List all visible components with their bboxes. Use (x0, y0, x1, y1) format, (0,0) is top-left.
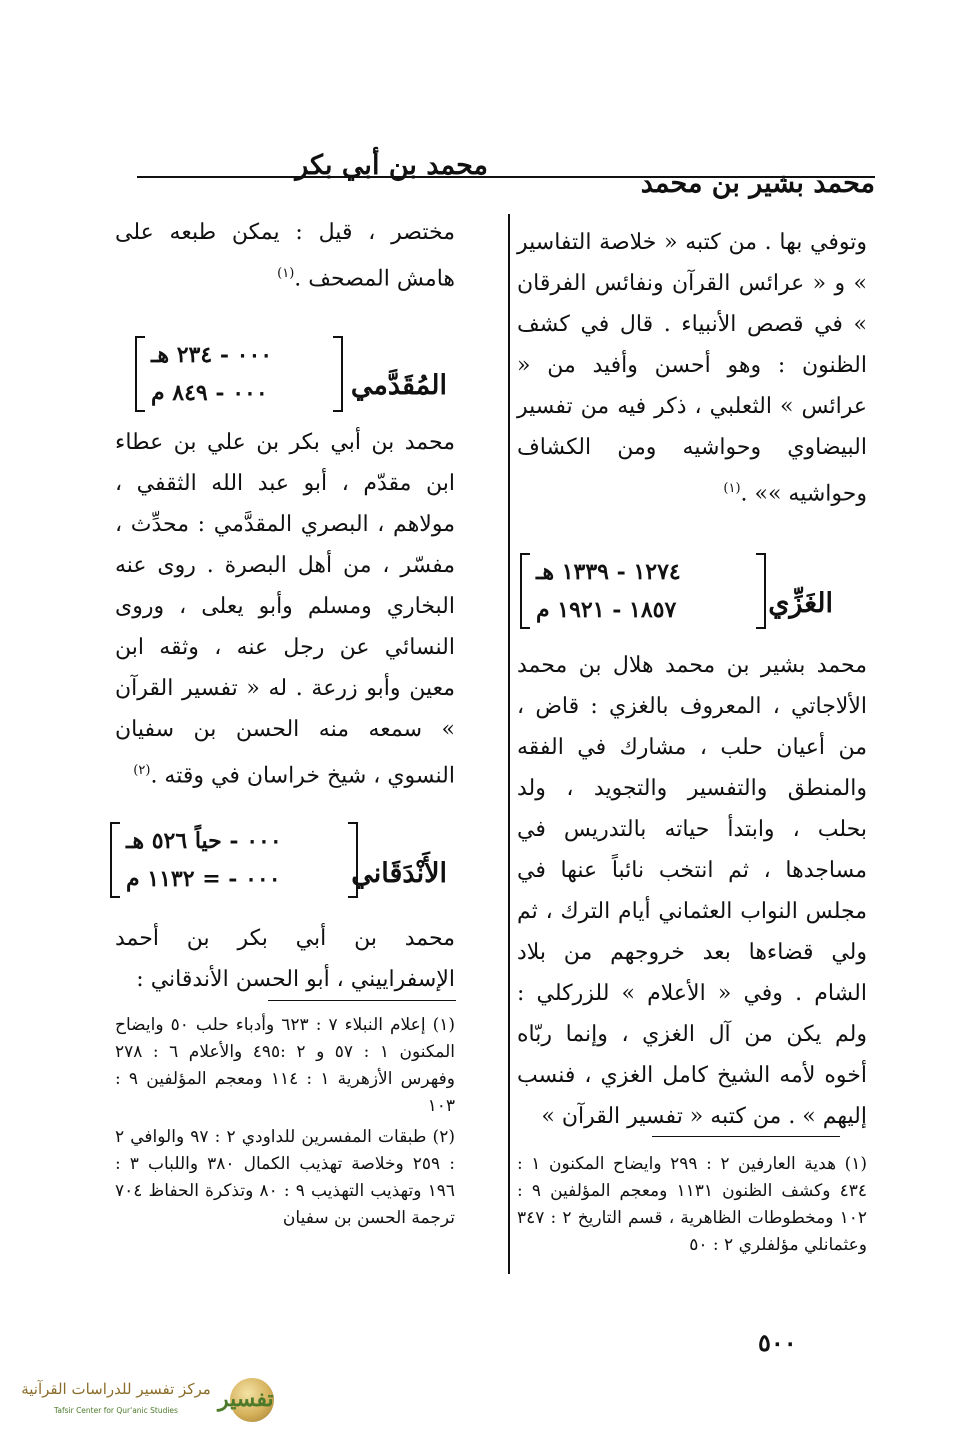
entry-name-ghazzi: الغَزِّي (768, 588, 833, 619)
right-continuation (517, 222, 867, 514)
continuation-text: وتوفي بها . من كتبه « خلاصة التفاسير » و « عرائس القرآن ونفائس الفرقان » في قصص الأنبياء . قال في كشف الظنون : وهو أحسن وأفيد من « عرائس » الثعلبي ، ذكر فيه من تفسير البيضاوي وحواشيه ومن الكشاف وحواشيه »» . (517, 230, 867, 507)
dates-box-andaqani (110, 822, 358, 898)
entry-text-andaqani (115, 918, 455, 1000)
dates-box-muqaddami (135, 336, 343, 412)
column-divider (508, 214, 510, 1274)
footnote-ref: (١) (723, 481, 741, 496)
dates-box-ghazzi (520, 553, 766, 629)
footnote-ref: (١) (277, 266, 295, 281)
left-continuation (115, 212, 455, 299)
footnote-rule-left (268, 1000, 456, 1001)
entry-name-andaqani: الأَنْدَقَاني (351, 858, 447, 889)
logo-word: تفسير (218, 1386, 274, 1412)
dates-gregorian: ١٨٥٧ - ١٩٢١ م (536, 597, 677, 623)
header-rule (137, 176, 875, 178)
entry-body: محمد بن أبي بكر بن أحمد الإسفراييني ، أبو الحسن الأندقاني : (115, 926, 455, 992)
footnote-ref: (٢) (133, 763, 151, 778)
publisher-logo (18, 1376, 290, 1426)
entry-body: محمد بن أبي بكر بن علي بن عطاء ابن مقدّم ، أبو عبد الله الثقفي ، مولاهم ، البصري المقدَّمي : محدِّث ، مفسّر ، من أهل البصرة . روى عنه البخاري ومسلم وأبو يعلى ، وروى النسائي عن رجل عنه ، وثقه ابن معين وأبو زرعة . له « تفسير القرآن » سمعه منه الحسن بن سفيان النسوي ، شيخ خراسان في وقته . (115, 430, 455, 789)
dates-gregorian: ٠٠٠ - ٨٤٩ م (151, 380, 268, 406)
logo-arabic-name: مركز تفسير للدراسات القرآنية (21, 1380, 211, 1398)
footnote: (٢) طبقات المفسرين للداودي ٢ : ٩٧ والوافي ٢ : ٢٥٩ وخلاصة تهذيب الكمال ٣٨٠ واللباب ٣ : ١٩٦ وتهذيب التهذيب ٩ : ٨٠ وتذكرة الحفاظ ٧٠٤ ترجمة الحسن بن سفيان (115, 1127, 455, 1228)
footnote: (١) إعلام النبلاء ٧ : ٦٢٣ وأدباء حلب ٥٠ وايضاح المكنون ١ : ٥٧ و ٢ :٤٩٥ والأعلام ٦ : ٢٧٨ وفهرس الأزهرية ١ : ١١٤ ومعجم المؤلفين ٩ : ١٠٣ (115, 1015, 456, 1116)
entry-body: محمد بشير بن محمد هلال بن محمد الألاجاتي ، المعروف بالغزي : قاض ، من أعيان حلب ، مشارك في الفقه والمنطق والتفسير والتجويد ، ولد بحلب ، وابتدأ حياته بالتدريس في مساجدها ، ثم انتخب نائباً عنها في مجلس النواب العثماني أيام الترك ، ثم ولي قضاءها بعد خروجهم من بلاد الشام . وفي « الأعلام » للزركلي : ولم يكن من آل الغزي ، وإنما ربّاه أخوه لأمه الشيخ كامل الغزي ، فنسب إليهم » . من كتبه « تفسير القرآن » (517, 653, 867, 1129)
logo-english-name: Tafsir Center for Qur'anic Studies (54, 1406, 178, 1415)
footnote: (١) هدية العارفين ٢ : ٢٩٩ وايضاح المكنون ١ : ٤٣٤ وكشف الظنون ١١٣١ ومعجم المؤلفين ٩ : ١٠٢ ومخطوطات الظاهرية ، قسم التاريخ ٢ : ٣٤٧ وعثمانلي مؤلفلري ٢ : ٥٠ (517, 1154, 867, 1255)
dates-gregorian: ٠٠٠ - = ١١٣٢ م (126, 866, 281, 892)
page-number: ٥٠٠ (758, 1328, 797, 1357)
footnotes-left (115, 1012, 455, 1236)
running-header-left: محمد بن أبي بكر (295, 150, 488, 181)
running-header-right: محمد بشير بن محمد (640, 168, 875, 199)
footnote-rule-right (652, 1136, 840, 1137)
continuation-text: مختصر ، قيل : يمكن طبعه على هامش المصحف . (115, 220, 455, 292)
footnotes-right (517, 1151, 867, 1263)
entry-text-muqaddami (115, 422, 455, 796)
dates-hijri: ٠٠٠ - حياً ٥٢٦ هـ (126, 828, 282, 854)
dates-hijri: ٠٠٠ - ٢٣٤ هـ (151, 342, 273, 368)
entry-text-ghazzi (517, 645, 867, 1137)
dates-hijri: ١٢٧٤ - ١٣٣٩ هـ (536, 559, 681, 585)
entry-name-muqaddami: المُقَدَّمي (350, 370, 447, 401)
